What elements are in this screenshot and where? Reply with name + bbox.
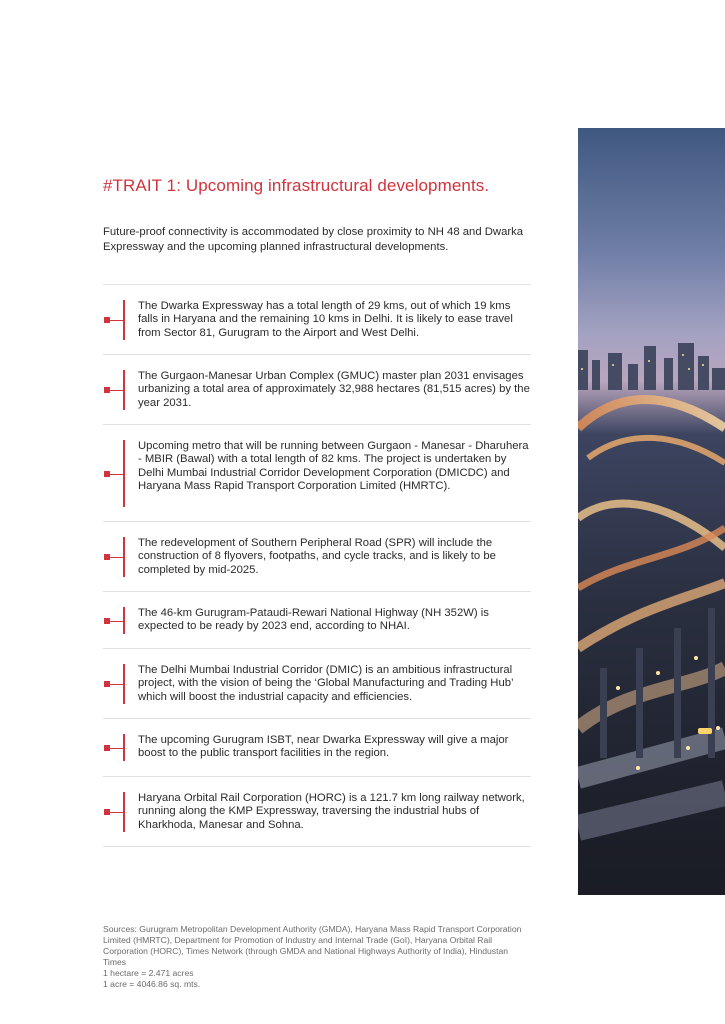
bullet-marker-icon (103, 792, 129, 832)
city-flyover-photo (578, 128, 725, 895)
divider (103, 718, 531, 719)
list-item (103, 734, 533, 761)
bullet-marker-icon (103, 607, 129, 634)
divider (103, 424, 531, 425)
list-item (103, 537, 533, 577)
acre-conversion: 1 acre = 4046.86 sq. mts. (103, 979, 201, 989)
bullet-marker-icon (103, 440, 129, 507)
intro-paragraph: Future-proof connectivity is accommodated by close proximity to NH 48 and Dwarka Expressway and the upcoming planned infrastructural developments. (103, 226, 524, 253)
sources-text: Sources: Gurugram Metropolitan Development Authority (GMDA), Haryana Mass Rapid Transport Corporation Limited (HMRTC), Department for Promotion of Industry and Internal Trade (GoI), Haryana Orbital Rail Corporation (HORC), Times Network (through GMDA and National Highways Authority of India), Hindustan Times (103, 924, 522, 967)
divider (103, 284, 531, 285)
divider (103, 591, 531, 592)
list-item (103, 370, 533, 410)
bullet-marker-icon (103, 664, 129, 704)
bullet-marker-icon (103, 370, 129, 410)
list-item-text: Upcoming metro that will be running between Gurgaon - Manesar - Dharuhera - MBIR (Bawal) with a total length of 82 kms. The project is undertaken by Delhi Mumbai Industrial Corridor Development Corporation (DMICDC) and Haryana Mass Rapid Transport Corporation Limited (HMRTC). (138, 440, 529, 493)
divider (103, 521, 531, 522)
list-item (103, 440, 533, 507)
section-title: #TRAIT 1: Upcoming infrastructural developments. (103, 176, 490, 195)
bullet-marker-icon (103, 300, 129, 340)
list-item (103, 792, 533, 832)
list-item (103, 300, 533, 340)
hectare-conversion: 1 hectare = 2.471 acres (103, 968, 194, 978)
sources-note (103, 924, 533, 990)
bullet-marker-icon (103, 537, 129, 577)
divider (103, 648, 531, 649)
list-item-text: The Gurgaon-Manesar Urban Complex (GMUC) master plan 2031 envisages urbanizing a total area of approximately 32,988 hectares (81,515 acres) by the year 2031. (138, 370, 530, 409)
bullet-marker-icon (103, 734, 129, 761)
divider (103, 354, 531, 355)
list-item-text: The upcoming Gurugram ISBT, near Dwarka Expressway will give a major boost to the public transport facilities in the region. (138, 734, 509, 760)
list-item-text: The 46-km Gurugram-Pataudi-Rewari National Highway (NH 352W) is expected to be ready by 2023 end, according to NHAI. (138, 607, 489, 633)
list-item (103, 664, 533, 704)
list-item-text: The Delhi Mumbai Industrial Corridor (DMIC) is an ambitious infrastructural project, with the vision of being the ‘Global Manufacturing and Trading Hub’ which will boost the industrial capacity and efficiencies. (138, 664, 514, 703)
list-item (103, 607, 533, 634)
list-item-text: Haryana Orbital Rail Corporation (HORC) is a 121.7 km long railway network, running along the KMP Expressway, traversing the industrial hubs of Kharkhoda, Manesar and Sohna. (138, 792, 525, 831)
list-item-text: The redevelopment of Southern Peripheral Road (SPR) will include the construction of 8 flyovers, footpaths, and cycle tracks, and is likely to be completed by mid-2025. (138, 537, 496, 576)
list-item-text: The Dwarka Expressway has a total length of 29 kms, out of which 19 kms falls in Haryana and the remaining 10 kms in Delhi. It is likely to ease travel from Sector 81, Gurugram to the Airport and West Delhi. (138, 300, 513, 339)
divider (103, 846, 531, 847)
divider (103, 776, 531, 777)
